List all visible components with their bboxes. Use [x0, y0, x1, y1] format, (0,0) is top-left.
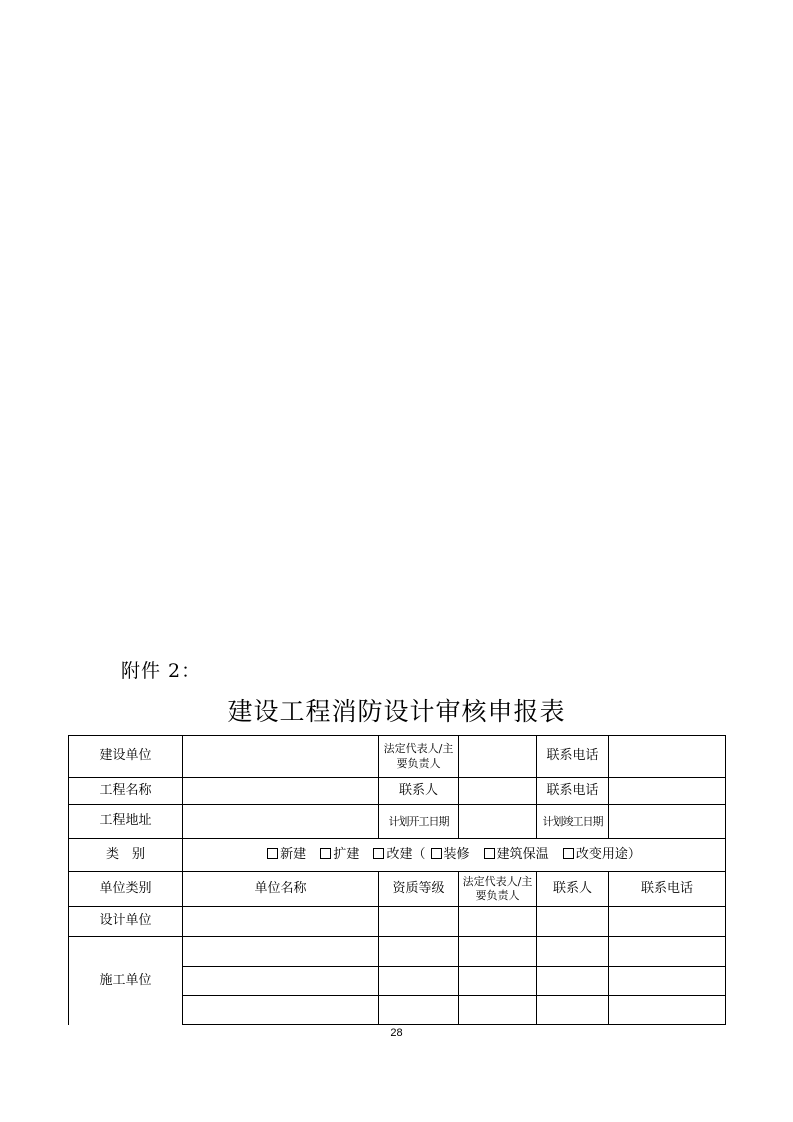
attachment-label: 附件 2： — [121, 660, 202, 682]
field-build-unit[interactable] — [183, 736, 379, 778]
header-unit-type: 单位类别 — [69, 872, 183, 907]
option-renovation[interactable]: 改建（ — [373, 847, 425, 862]
header-contact: 联系人 — [537, 872, 609, 907]
field-contact-person[interactable] — [459, 778, 537, 805]
field-contact-phone[interactable] — [609, 736, 726, 778]
field-construction-phone-1[interactable] — [609, 937, 726, 967]
label-project-address: 工程地址 — [69, 805, 183, 839]
field-legal-rep[interactable] — [459, 736, 537, 778]
field-design-legal-rep[interactable] — [459, 907, 537, 937]
label-build-unit: 建设单位 — [69, 736, 183, 778]
field-construction-rep-2[interactable] — [459, 967, 537, 996]
field-planned-start[interactable] — [459, 805, 537, 839]
header-qualification: 资质等级 — [379, 872, 459, 907]
field-construction-rep-3[interactable] — [459, 996, 537, 1025]
label-legal-rep: 法定代表人/主要负责人 — [379, 736, 459, 778]
form-title: 建设工程消防设计审核申报表 — [227, 697, 566, 726]
field-construction-name-3[interactable] — [183, 996, 379, 1025]
field-construction-name-1[interactable] — [183, 937, 379, 967]
label-project-name: 工程名称 — [69, 778, 183, 805]
option-decoration[interactable]: 装修 — [431, 847, 470, 862]
header-phone: 联系电话 — [609, 872, 726, 907]
checkbox-icon[interactable] — [373, 848, 384, 859]
checkbox-icon[interactable] — [563, 848, 574, 859]
field-construction-contact-3[interactable] — [537, 996, 609, 1025]
label-planned-start: 计划开工日期 — [379, 805, 459, 839]
field-design-qualification[interactable] — [379, 907, 459, 937]
option-expansion[interactable]: 扩建 — [320, 847, 359, 862]
checkbox-icon[interactable] — [484, 848, 495, 859]
field-project-name[interactable] — [183, 778, 379, 805]
field-construction-phone-3[interactable] — [609, 996, 726, 1025]
label-contact-phone: 联系电话 — [537, 736, 609, 778]
field-construction-phone-2[interactable] — [609, 967, 726, 996]
header-legal-rep: 法定代表人/主要负责人 — [459, 872, 537, 907]
page-number: 28 — [390, 1027, 403, 1039]
field-design-phone[interactable] — [609, 907, 726, 937]
checkbox-icon[interactable] — [320, 848, 331, 859]
field-design-contact[interactable] — [537, 907, 609, 937]
field-contact-phone-2[interactable] — [609, 778, 726, 805]
field-construction-qual-2[interactable] — [379, 967, 459, 996]
field-design-unit-name[interactable] — [183, 907, 379, 937]
option-new-build[interactable]: 新建 — [267, 847, 306, 862]
field-construction-contact-2[interactable] — [537, 967, 609, 996]
header-unit-name: 单位名称 — [183, 872, 379, 907]
label-design-unit: 设计单位 — [69, 907, 183, 937]
label-planned-complete: 计划竣工日期 — [537, 805, 609, 839]
option-insulation[interactable]: 建筑保温 — [484, 847, 549, 862]
label-construction-unit: 施工单位 — [69, 937, 183, 1025]
checkbox-icon[interactable] — [431, 848, 442, 859]
field-construction-contact-1[interactable] — [537, 937, 609, 967]
field-construction-name-2[interactable] — [183, 967, 379, 996]
checkbox-icon[interactable] — [267, 848, 278, 859]
label-contact-phone-2: 联系电话 — [537, 778, 609, 805]
field-planned-complete[interactable] — [609, 805, 726, 839]
field-project-address[interactable] — [183, 805, 379, 839]
field-construction-qual-3[interactable] — [379, 996, 459, 1025]
label-contact-person: 联系人 — [379, 778, 459, 805]
category-options — [183, 839, 726, 872]
field-construction-qual-1[interactable] — [379, 937, 459, 967]
option-change-use[interactable]: 改变用途） — [563, 847, 641, 862]
application-form-table — [68, 735, 726, 1025]
label-category: 类 别 — [69, 839, 183, 872]
field-construction-rep-1[interactable] — [459, 937, 537, 967]
